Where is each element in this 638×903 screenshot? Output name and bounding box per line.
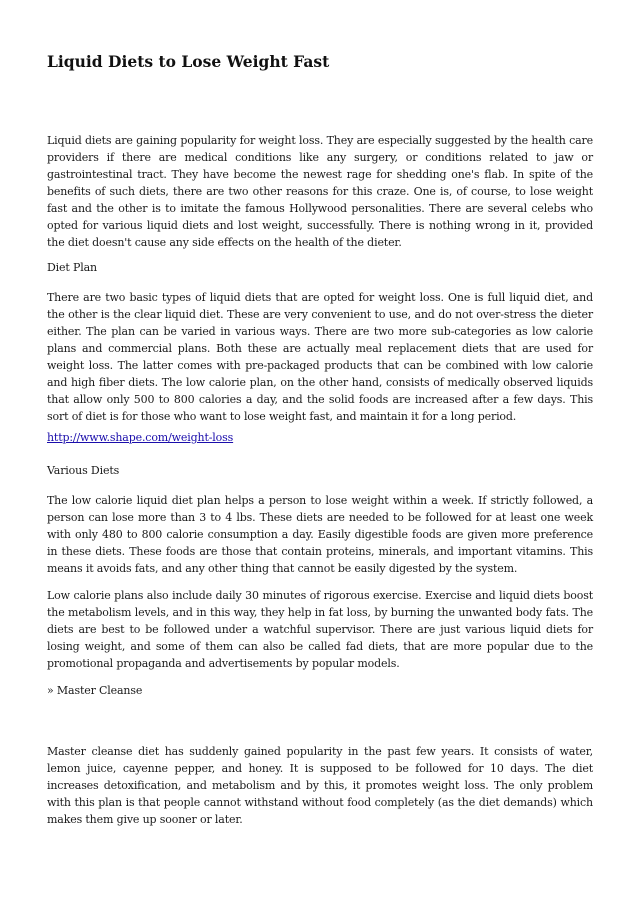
section-heading-various-diets: Various Diets: [47, 464, 120, 477]
page-title: Liquid Diets to Lose Weight Fast: [47, 52, 330, 71]
various-diets-paragraph-1: The low calorie liquid diet plan helps a person to lose weight within a week. If strictly followed, a person can lose more than 3 to 4 lbs. These diets are needed to be followed for at least one week with only 480 to 800 calorie consumption a day. Easily digestible foods are given more preference in these diets. These foods are those that contain proteins, minerals, and important vitamins. This means it avoids fats, and any other thing that cannot be easily digested by the system.: [47, 494, 593, 575]
master-cleanse-paragraph: Master cleanse diet has suddenly gained popularity in the past few years. It consists of water, lemon juice, cayenne pepper, and honey. It is supposed to be followed for 10 days. The diet increases detoxification, and metabolism and by this, it promotes weight loss. The only problem with this plan is that people cannot withstand without food completely (as the diet demands) which makes them give up sooner or later.: [47, 745, 593, 826]
reference-link-row: [47, 429, 593, 446]
section-heading-master-cleanse: » Master Cleanse: [47, 684, 143, 697]
section-heading-diet-plan: Diet Plan: [47, 261, 97, 274]
diet-plan-paragraph: There are two basic types of liquid diets that are opted for weight loss. One is full liquid diet, and the other is the clear liquid diet. These are very convenient to use, and do not over-stress the dieter either. The plan can be varied in various ways. There are two more sub-categories as low calorie plans and commercial plans. Both these are actually meal replacement diets that are used for weight loss. The latter comes with pre-packaged products that can be combined with low calorie and high fiber diets. The low calorie plan, on the other hand, consists of medically observed liquids that allow only 500 to 800 calories a day, and the solid foods are increased after a few days. This sort of diet is for those who want to lose weight fast, and maintain it for a long period.: [47, 291, 593, 423]
intro-paragraph: Liquid diets are gaining popularity for weight loss. They are especially suggested by the health care providers if there are medical conditions like any surgery, or conditions related to jaw or gastrointestinal tract. They have become the newest rage for shedding one's flab. In spite of the benefits of such diets, there are two other reasons for this craze. One is, of course, to lose weight fast and the other is to imitate the famous Hollywood personalities. There are several celebs who opted for various liquid diets and lost weight, successfully. There is nothing wrong in it, provided the diet doesn't cause any side effects on the health of the dieter.: [47, 134, 593, 249]
shape-weight-loss-link[interactable]: http://www.shape.com/weight-loss: [47, 431, 234, 444]
various-diets-paragraph-2: Low calorie plans also include daily 30 minutes of rigorous exercise. Exercise and liquid diets boost the metabolism levels, and in this way, they help in fat loss, by burning the unwanted body fats. The diets are best to be followed under a watchful supervisor. There are just various liquid diets for losing weight, and some of them can also be called fad diets, that are more popular due to the promotional propaganda and advertisements by popular models.: [47, 589, 593, 670]
